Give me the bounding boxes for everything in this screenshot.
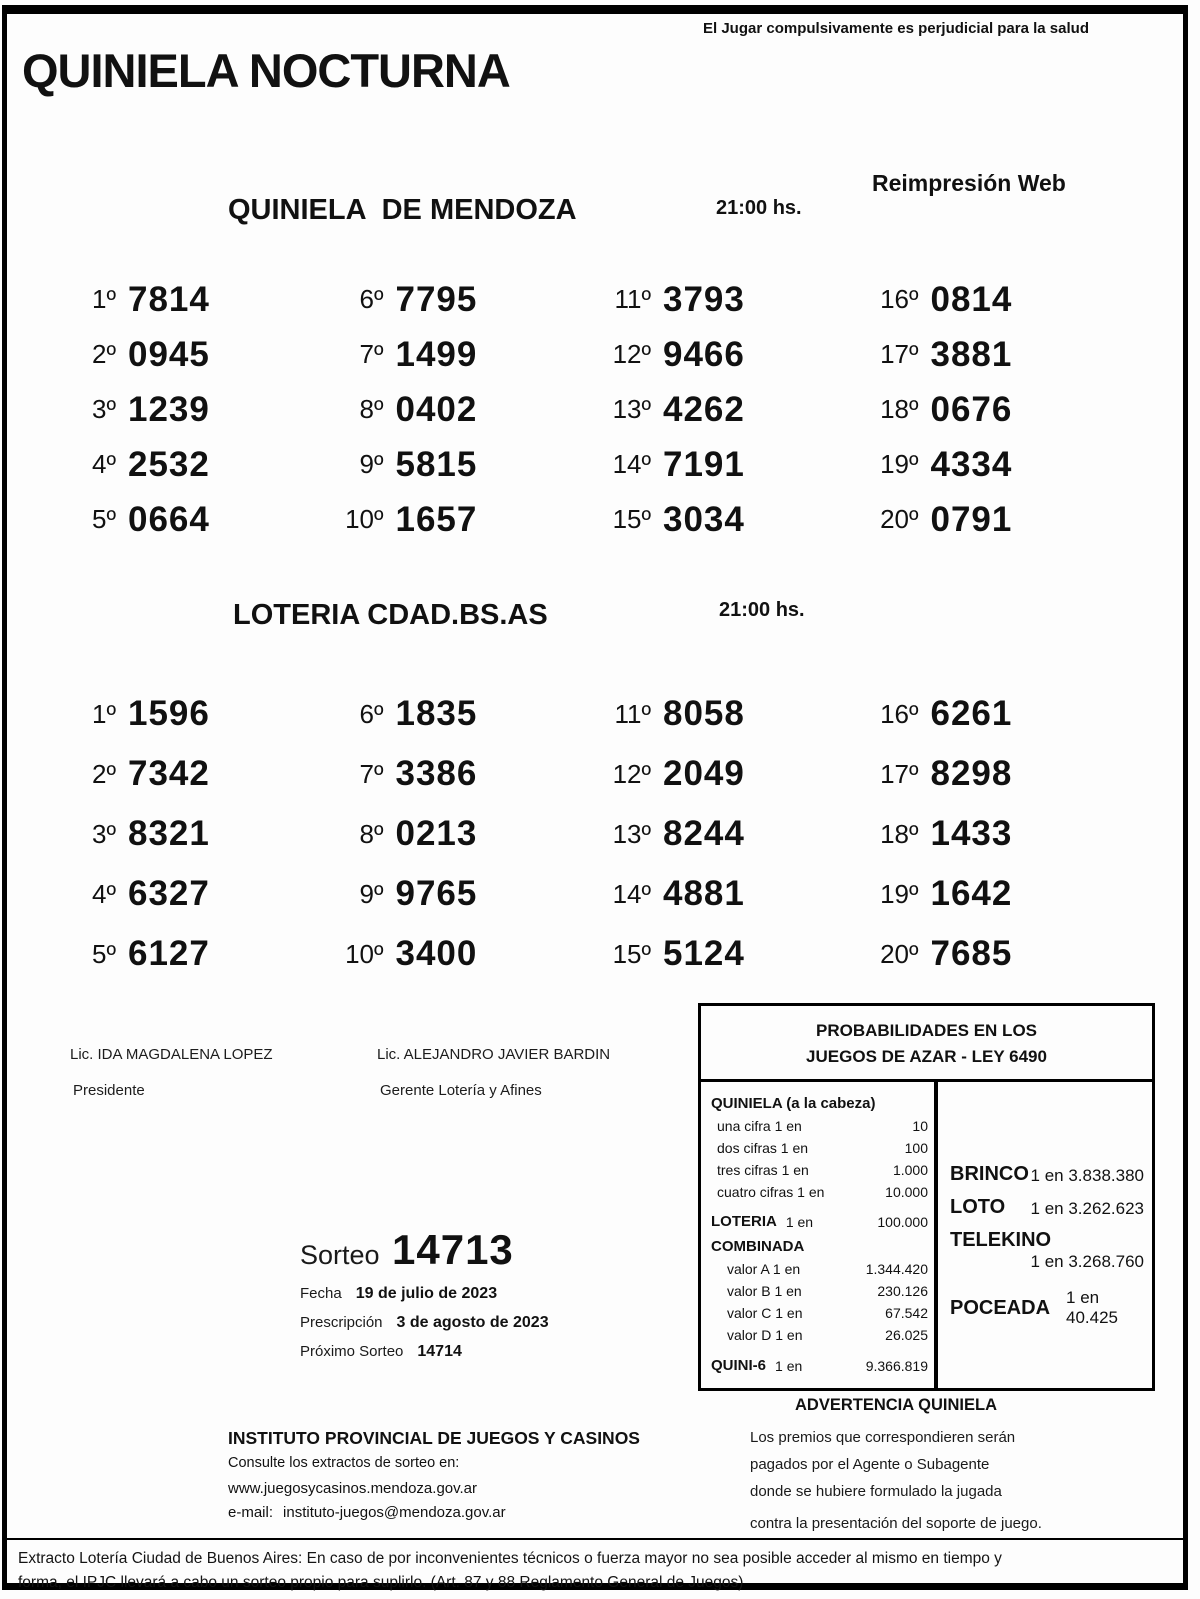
institute-email: instituto-juegos@mendoza.gov.ar: [283, 1504, 506, 1521]
health-warning: El Jugar compulsivamente es perjudicial para la salud: [703, 20, 1089, 37]
result-position: 7º: [359, 758, 384, 789]
quini6-odds-row: [711, 1355, 928, 1377]
result-cell: [328, 924, 596, 984]
result-number: 5815: [395, 444, 478, 484]
advertencia-title: ADVERTENCIA QUINIELA: [795, 1396, 997, 1414]
probabilities-right-column: [938, 1082, 1152, 1388]
result-number: 7795: [395, 279, 478, 319]
advertencia-line: pagados por el Agente o Subagente: [750, 1456, 990, 1473]
quiniela-odds-header: QUINIELA (a la cabeza): [711, 1095, 876, 1112]
draw-prescription-row: [300, 1314, 549, 1332]
result-cell: [595, 272, 863, 327]
advertencia-text: [750, 1424, 1042, 1537]
result-cell: [595, 684, 863, 744]
draw-date-label: Fecha: [300, 1285, 342, 1302]
result-cell: [60, 864, 328, 924]
section-time-mendoza: 21:00 hs.: [716, 197, 802, 219]
section-title-mendoza: QUINIELA DE MENDOZA: [228, 194, 577, 226]
game-name: LOTO: [950, 1196, 1006, 1218]
game-odds: 1 en 40.425: [1066, 1288, 1119, 1327]
result-cell: [60, 744, 328, 804]
next-draw-value: 14714: [417, 1343, 462, 1360]
result-cell: [863, 272, 1131, 327]
result-cell: [60, 924, 328, 984]
odds-row: [711, 1137, 928, 1159]
brinco-odds-row: [950, 1162, 1144, 1186]
result-position: 14º: [612, 449, 651, 479]
result-position: 2º: [92, 758, 116, 789]
result-cell: [60, 804, 328, 864]
result-number: 8298: [930, 754, 1013, 793]
result-cell: [328, 864, 596, 924]
result-cell: [328, 272, 596, 327]
draw-prescription-label: Prescripción: [300, 1314, 383, 1331]
result-number: 1835: [395, 694, 478, 733]
result-cell: [328, 684, 596, 744]
result-position: 12º: [612, 339, 651, 369]
result-number: 7814: [128, 279, 210, 319]
result-number: 3386: [395, 754, 478, 793]
odds-value: 26.025: [885, 1327, 928, 1343]
page-title: QUINIELA NOCTURNA: [22, 44, 510, 98]
result-number: 3034: [663, 499, 745, 539]
odds-value: 67.542: [885, 1305, 928, 1321]
result-position: 17º: [880, 758, 919, 789]
probabilities-title-line2: JUEGOS DE AZAR - LEY 6490: [806, 1047, 1047, 1066]
footer-note-line: forma, el IPJC llevará a cabo un sorteo propio para suplirlo. (Art. 87 y 88 Reglamento General de Juegos): [18, 1574, 744, 1591]
result-number: 1657: [395, 499, 478, 539]
odds-row: [711, 1280, 928, 1302]
result-position: 4º: [92, 878, 116, 909]
odds-value: 1.344.420: [865, 1261, 928, 1277]
result-position: 9º: [359, 878, 384, 909]
result-number: 8244: [663, 814, 745, 853]
result-position: 3º: [92, 818, 116, 849]
institute-email-row: [228, 1504, 640, 1521]
odds-value: 10.000: [885, 1184, 928, 1200]
odds-mid: 1 en: [775, 1358, 803, 1374]
result-cell: [863, 437, 1131, 492]
result-cell: [60, 492, 328, 547]
result-cell: [328, 492, 596, 547]
result-cell: [863, 327, 1131, 382]
result-number: 1433: [930, 814, 1013, 853]
section-title-bsas: LOTERIA CDAD.BS.AS: [233, 599, 548, 631]
result-number: 3793: [663, 279, 745, 319]
result-position: 16º: [880, 698, 919, 729]
result-number: 0814: [930, 279, 1013, 319]
result-position: 5º: [92, 504, 116, 534]
poceada-odds-row: [950, 1288, 1144, 1328]
odds-value: 10: [912, 1118, 928, 1134]
result-cell: [595, 864, 863, 924]
result-number: 0676: [930, 389, 1013, 429]
result-number: 5124: [663, 934, 745, 973]
result-position: 7º: [359, 339, 384, 369]
loteria-odds-row: [711, 1211, 928, 1233]
result-position: 18º: [880, 818, 919, 849]
result-cell: [60, 684, 328, 744]
result-position: 8º: [359, 818, 384, 849]
result-number: 4334: [930, 444, 1013, 484]
odds-row: [711, 1115, 928, 1137]
result-position: 20º: [880, 938, 919, 969]
result-number: 2532: [128, 444, 210, 484]
odds-value: 9.366.819: [865, 1358, 928, 1374]
result-cell: [595, 924, 863, 984]
result-number: 6127: [128, 934, 210, 973]
result-position: 12º: [612, 758, 651, 789]
result-position: 16º: [880, 284, 919, 314]
official-name-president: Lic. IDA MAGDALENA LOPEZ: [70, 1046, 273, 1063]
game-odds: 1 en 3.262.623: [1030, 1199, 1144, 1218]
result-cell: [60, 327, 328, 382]
advertencia-line: Los premios que correspondieren serán: [750, 1429, 1016, 1446]
odds-label: dos cifras 1 en: [717, 1140, 809, 1156]
result-cell: [595, 492, 863, 547]
result-position: 15º: [612, 504, 651, 534]
game-name: POCEADA: [950, 1297, 1051, 1319]
result-cell: [60, 437, 328, 492]
result-number: 2049: [663, 754, 745, 793]
result-position: 13º: [612, 394, 651, 424]
odds-label: tres cifras 1 en: [717, 1162, 809, 1178]
result-position: 17º: [880, 339, 919, 369]
results-grid-bsas: [60, 684, 1130, 984]
result-number: 1499: [395, 334, 478, 374]
result-cell: [328, 382, 596, 437]
result-position: 1º: [92, 284, 116, 314]
result-position: 8º: [359, 394, 384, 424]
result-position: 10º: [345, 938, 384, 969]
result-position: 15º: [612, 938, 651, 969]
result-cell: [863, 382, 1131, 437]
result-cell: [863, 492, 1131, 547]
odds-mid: 1 en: [785, 1214, 814, 1230]
result-number: 6327: [128, 874, 210, 913]
odds-value: 100.000: [877, 1214, 928, 1230]
next-draw-label: Próximo Sorteo: [300, 1343, 404, 1360]
advertencia-line: donde se hubiere formulado la jugada: [750, 1483, 1002, 1500]
result-cell: [60, 272, 328, 327]
result-cell: [60, 382, 328, 437]
result-number: 3881: [930, 334, 1013, 374]
result-position: 18º: [880, 394, 919, 424]
result-number: 3400: [395, 934, 478, 973]
institute-consult-line: Consulte los extractos de sorteo en:: [228, 1455, 460, 1471]
odds-label: cuatro cifras 1 en: [717, 1184, 825, 1200]
odds-label: valor C 1 en: [727, 1305, 803, 1321]
result-cell: [328, 437, 596, 492]
game-name: TELEKINO: [950, 1229, 1052, 1251]
result-cell: [328, 804, 596, 864]
result-cell: [863, 864, 1131, 924]
result-number: 0664: [128, 499, 210, 539]
result-number: 6261: [930, 694, 1013, 733]
result-position: 11º: [614, 284, 651, 314]
odds-label: QUINI-6: [711, 1357, 767, 1374]
institute-name: INSTITUTO PROVINCIAL DE JUEGOS Y CASINOS: [228, 1428, 640, 1448]
official-role-manager: Gerente Lotería y Afines: [380, 1082, 542, 1099]
draw-date-row: [300, 1285, 497, 1303]
probabilities-left-column: [701, 1082, 938, 1388]
result-cell: [328, 327, 596, 382]
result-cell: [863, 744, 1131, 804]
result-position: 4º: [92, 449, 116, 479]
odds-label: una cifra 1 en: [717, 1118, 802, 1134]
probabilities-title: [701, 1006, 1152, 1082]
result-number: 1239: [128, 389, 210, 429]
institute-website: www.juegosycasinos.mendoza.gov.ar: [228, 1480, 478, 1497]
result-cell: [863, 804, 1131, 864]
result-position: 5º: [92, 938, 116, 969]
result-number: 0791: [930, 499, 1013, 539]
result-number: 9466: [663, 334, 745, 374]
footer-note: [18, 1547, 1178, 1595]
odds-label: valor B 1 en: [727, 1283, 802, 1299]
institute-block: [228, 1428, 640, 1521]
combinada-odds-header: COMBINADA: [711, 1238, 805, 1255]
result-position: 11º: [614, 698, 651, 729]
draw-prescription-value: 3 de agosto de 2023: [396, 1314, 549, 1331]
game-odds: 1 en 3.838.380: [1030, 1166, 1144, 1185]
result-position: 14º: [612, 878, 651, 909]
official-role-president: Presidente: [73, 1082, 145, 1099]
result-cell: [595, 327, 863, 382]
result-number: 7685: [930, 934, 1013, 973]
result-number: 4262: [663, 389, 745, 429]
odds-label: LOTERIA: [711, 1213, 777, 1230]
odds-row: [711, 1302, 928, 1324]
official-name-manager: Lic. ALEJANDRO JAVIER BARDIN: [377, 1046, 611, 1063]
footer-note-line: Extracto Lotería Ciudad de Buenos Aires: En caso de por inconvenientes técnicos o fuerza mayor no sea posible acceder al mismo en tiempo y: [18, 1550, 1002, 1567]
odds-label: valor A 1 en: [727, 1261, 801, 1277]
probabilities-body: [701, 1082, 1152, 1388]
odds-row: [711, 1181, 928, 1203]
probabilities-box: [698, 1003, 1155, 1391]
result-number: 1596: [128, 694, 210, 733]
odds-row: [711, 1258, 928, 1280]
odds-row: [711, 1324, 928, 1346]
result-cell: [595, 744, 863, 804]
draw-label: Sorteo: [300, 1240, 380, 1270]
game-name: BRINCO: [950, 1163, 1029, 1185]
result-cell: [595, 437, 863, 492]
odds-label: valor D 1 en: [727, 1327, 803, 1343]
loto-odds-row: [950, 1195, 1144, 1219]
result-position: 3º: [92, 394, 116, 424]
result-position: 6º: [359, 284, 384, 314]
result-cell: [863, 924, 1131, 984]
results-grid-mendoza: [60, 272, 1130, 547]
game-odds: 1 en 3.268.760: [1030, 1252, 1144, 1271]
reprint-label: Reimpresión Web: [872, 170, 1066, 196]
result-position: 10º: [345, 504, 384, 534]
result-position: 19º: [880, 878, 919, 909]
result-cell: [328, 744, 596, 804]
result-number: 8058: [663, 694, 745, 733]
result-number: 1642: [930, 874, 1013, 913]
draw-date-value: 19 de julio de 2023: [355, 1285, 498, 1302]
odds-value: 1.000: [892, 1162, 928, 1178]
result-number: 4881: [663, 874, 745, 913]
result-number: 0213: [395, 814, 478, 853]
next-draw-row: [300, 1343, 462, 1361]
result-number: 7342: [128, 754, 210, 793]
draw-number: 14713: [392, 1226, 514, 1273]
institute-email-label: e-mail:: [228, 1504, 274, 1521]
result-cell: [595, 382, 863, 437]
result-number: 7191: [663, 444, 745, 484]
result-cell: [595, 804, 863, 864]
section-time-bsas: 21:00 hs.: [719, 599, 805, 621]
result-position: 1º: [92, 698, 116, 729]
result-position: 2º: [92, 339, 116, 369]
result-position: 9º: [359, 449, 384, 479]
result-position: 6º: [359, 698, 384, 729]
result-position: 20º: [880, 504, 919, 534]
footer-separator: [6, 1538, 1186, 1540]
result-cell: [863, 684, 1131, 744]
result-number: 0945: [128, 334, 210, 374]
probabilities-title-line1: PROBABILIDADES EN LOS: [815, 1021, 1038, 1040]
result-number: 0402: [395, 389, 478, 429]
advertencia-line: contra la presentación del soporte de juego.: [750, 1515, 1042, 1532]
result-number: 9765: [395, 874, 478, 913]
result-number: 8321: [128, 814, 210, 853]
odds-value: 230.126: [877, 1283, 928, 1299]
odds-value: 100: [904, 1140, 928, 1156]
result-position: 13º: [612, 818, 651, 849]
odds-row: [711, 1159, 928, 1181]
result-position: 19º: [880, 449, 919, 479]
telekino-odds-row: [950, 1228, 1144, 1272]
